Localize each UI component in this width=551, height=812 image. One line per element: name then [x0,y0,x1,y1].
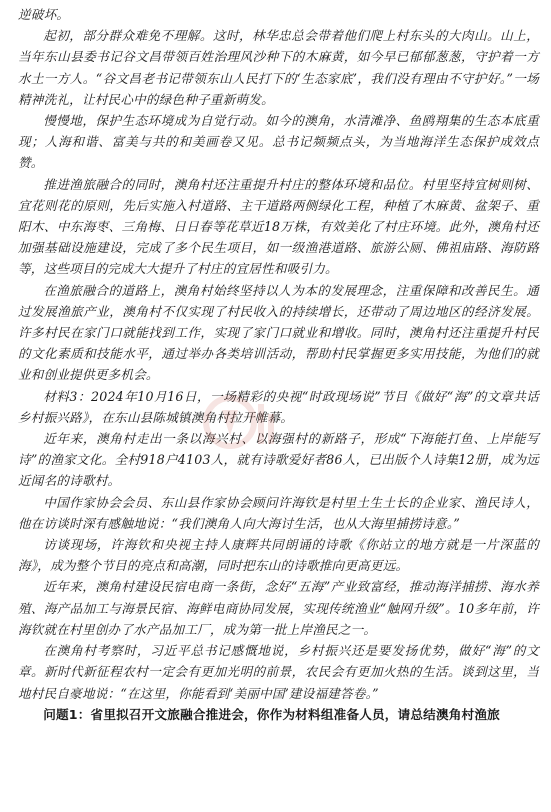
paragraph-poet-quote: 中国作家协会会员、东山县作家协会顾问许海钦是村里土生土长的企业家、渔民诗人，他在访谈时深有感触地说：“我们澳角人向大海讨生活，也从大海里捕捞诗意。” [18,494,539,531]
paragraph-ecology-result: 慢慢地，保护生态环境成为自觉行动。如今的澳角，水清滩净、鱼鸥翔集的生态本底重现；人海和谐、富美与共的和美画卷又见。总书记频频点头，为当地海洋生态保护成效点赞。 [18,113,539,171]
paragraph-village-environment: 推进渔旅融合的同时，澳角村还注重提升村庄的整体环境和品位。村里坚持宜树则树、宜花则花的原则，先后实施入村道路、主干道路两侧绿化工程，种植了木麻黄、盆架子、重阳木、中东海枣、三角梅、日日春等花草近18万株，有效美化了村庄环境。此外，澳角村还加强基础设施建设，完成了多个民生项目，如一级渔港道路、旅游公厕、佛祖庙路、海防路等，这些项目的完成大大提升了村庄的宜居性和吸引力。 [18,176,539,277]
question-1: 问题1：省里拟召开文旅融合推进会，你作为材料组准备人员，请总结澳角村渔旅 [43,706,500,722]
paragraph-livelihood: 在渔旅融合的道路上，澳角村始终坚持以人为本的发展理念，注重保障和改善民生。通过发展渔旅产业，澳角村不仅实现了村民收入的持续增长，还带动了周边地区的经济发展。许多村民在家门口就能找到工作，实现了家门口就业和增收。同时，澳角村还注重提升村民的文化素质和技能水平，通过举办各类培训活动，帮助村民掌握更多实用技能，为他们的就业和创业提供更多机会。 [18,282,539,383]
paragraph-industry: 近年来，澳角村建设民宿电商一条街，念好“五海”产业致富经，推动海洋捕捞、海水养殖、海产品加工与海景民宿、海鲜电商协同发展，实现传统渔业“触网升级”。10多年前，许海钦就在村里创办了水产品加工厂，成为第一批上岸渔民之一。 [18,579,539,637]
paragraph-poetry-village: 近年来，澳角村走出一条以海兴村、以海强村的新路子，形成“下海能打鱼、上岸能写诗”的渔家文化。全村918户4103人，就有诗歌爱好者86人，已出版个人诗集12册，成为远近闻名的诗歌村。 [18,431,539,489]
paragraph-inspection: 在澳角村考察时，习近平总书记感慨地说，乡村振兴还是要发扬优势，做好“海”的文章。新时代新征程农村一定会有更加光明的前景，农民会有更加火热的生活。谈到这里，当地村民自豪地说：“在这里，你能看到‘美丽中国’建设福建答卷。” [18,643,539,701]
paragraph-material-3: 材料3：2024年10月16日，一场精彩的央视“时政现场说”节目《做好“海”的文章共话乡村振兴路》，在东山县陈城镇澳角村拉开帷幕。 [18,388,539,425]
watermark-logo-icon [200,392,284,452]
paragraph-interview: 访谈现场，许海钦和央视主持人康辉共同朗诵的诗歌《你站立的地方就是一片深蓝的海》，成为整个节目的亮点和高潮，同时把东山的诗歌推向更高更远。 [18,537,539,574]
paragraph-continued: 逆破坏。 [18,7,70,22]
paragraph-protect-forest: 起初，部分群众难免不理解。这时，林华忠总会带着他们爬上村东头的大肉山。山上，当年东山县委书记谷文昌带领百姓治理风沙种下的木麻黄，如今早已郁郁葱葱，守护着一方水土一方人。“谷文昌老书记带领东山人民打下的‘生态家底’，我们没有理由不守护好。”一场精神洗礼，让村民心中的绿色种子重新萌发。 [18,28,539,107]
